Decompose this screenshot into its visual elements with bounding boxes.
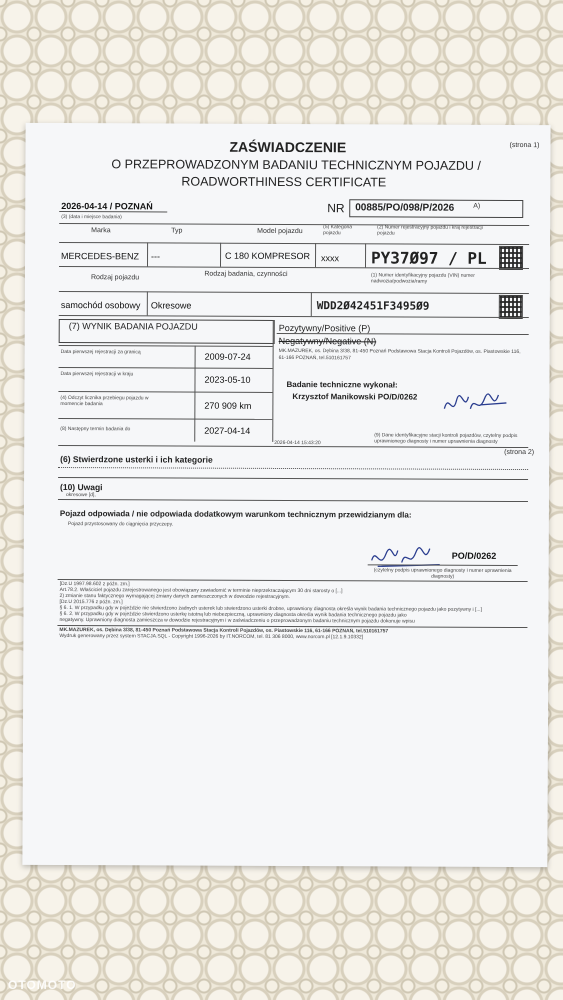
registration-number: PY37Ø97 / PL [370,248,487,268]
doc-subtitle-1: O PRZEPROWADZONYM BADANIU TECHNICZNYM POJAZDU / [111,157,481,173]
test-kind-label: Rodzaj badania, czynności [204,270,288,279]
diagnostician-code: PO/D/0262 [451,550,497,561]
qr-code-icon [499,246,523,270]
remarks-value: okresowe [d], [65,492,96,499]
first-reg-pl: 2023-05-10 [204,374,251,385]
next-test-date: 2027-04-14 [204,425,251,436]
certificate-paper [22,123,550,867]
diag-sig-label: (czytelny podpis uprawnionego diagnosty i numer uprawnienia diagnosty) [373,567,512,580]
nr-suffix: A) [473,202,481,210]
page-number-2: (strona 2) [504,448,535,457]
first-reg-abroad-label: Data pierwszej rejestracji za granicą [60,349,141,356]
col-category: (5) Kategoria pojazdu [323,224,353,237]
result-positive: Pozytywny/Positive (P) [278,322,371,334]
vehicle-model: C 180 KOMPRESOR [225,250,311,262]
remarks-label: (10) Uwagi [60,482,103,493]
vin-label: (1) Numer identyfikacyjny pojazdu (VIN) numer nadwozia/podwozia/ramy [370,272,475,285]
footer-station: MK.MAZUREK, os. Dębina 3/38, 81-450 Poznań Podstawowa Stacja Kontroli Pojazdów, os. Piastowskie 116, 61-166 POZNAŃ, tel.510161757 [59,627,389,635]
footnote-4: [Dz.U 2015.776 z późn. zm.] [59,599,123,606]
odometer-reading: 270 909 km [204,400,252,411]
footer-system: Wydruk generowany przez system STACJA.SQL - Copyright 1996-2026 by IT.NORCOM, tel. 81 306 8000, www.norcom.pl [12.1.9.10332] [59,633,364,641]
vehicle-kind: samochód osobowy [60,300,141,311]
vehicle-type: --- [151,251,161,262]
col-model: Model pojazdu [257,227,303,236]
vehicle-brand: MERCEDES-BENZ [61,251,140,262]
certificate-number: 00885/PO/098/P/2026 [355,202,455,214]
fitness-subtext: Pojazd przystosowany do ciągnięcia przyczepy. [67,521,174,528]
station-info: MK.MAZUREK, os. Dębina 3/38, 81-450 Poznań Podstawowa Stacja Kontroli Pojazdów, os. Piastowskie 116, 61-166 POZNAŃ, tel.510161757 [278,347,521,362]
date-place-label: (3) (data i miejsce badania) [61,214,122,221]
footnote-7: negatywny. Uprawniony diagnosta zamieszcza w dowodzie rejestracyjnym i w zaświadczeniu o przeprowadzonym badaniu technicznym pojazdu dokonuje wpisu [59,617,415,625]
vin-number: WDD2Ø42451F3495Ø9 [316,299,430,313]
col-reg: (2) Numer rejestracyjny pojazdu i kraj rejestracji pojazdu [377,224,483,237]
footnote-6: § 6. 2. W przypadku gdy w pojeździe stwierdzono usterkę istotną lub niebezpieczną, uprawniony diagnosta określa wynik badania technicznego pojazdu jako [59,611,407,619]
result-negative: Negatywny/Negative (N) [278,335,377,347]
first-reg-abroad: 2009-07-24 [204,351,251,362]
kind-label: Rodzaj pojazdu [90,274,140,282]
fitness-text: Pojazd odpowiada / nie odpowiada dodatkowym warunkom technicznym przewidzianym dla: [59,509,412,520]
nr-label: NR [327,201,345,216]
footnote-2: Art.78.2. Właściciel pojazdu zarejestrowanego jest obowiązany zawiadomić w terminie nieprzekraczającym 30 dni starosty o [...] [59,587,343,595]
result-label: (7) WYNIK BADANIA POJAZDU [68,321,198,332]
defects-label: (6) Stwierdzone usterki i ich kategorie [60,454,213,465]
doc-subtitle-2: ROADWORTHINESS CERTIFICATE [181,174,387,190]
next-test-label: (8) Następny termin badania do [60,426,131,433]
inspector-label: Badanie techniczne wykonał: [286,379,398,390]
col-type: Typ [171,227,183,235]
footnote-1: [Dz.U 1997.98.602 z późn. zm.] [59,581,130,588]
doc-title: ZAŚWIADCZENIE [229,138,347,156]
test-kind: Okresowe [150,300,192,311]
qr-code-icon [499,295,523,319]
vehicle-category: xxxx [321,253,340,264]
inspector-name: Krzysztof Manikowski PO/D/0262 [292,392,418,402]
page-number: (strona 1) [509,141,540,150]
first-reg-pl-label: Data pierwszej rejestracji w kraju [60,371,134,378]
watermark-logo: OTOMOTO [8,978,77,992]
signature-icon [440,387,510,421]
col-brand: Marka [91,227,111,235]
footnote-3: 2) zmianie stanu faktycznego wymagającej zmiany danych zamieszczonych w dowodzie rejestracyjnym. [59,593,290,601]
station-id-label: (9) Dane identyfikacyjne stacji kontroli pojazdów, czytelny podpis uprawnionego diagnosty i numer uprawnienia diagnosty [374,432,518,445]
date-place: 2026-04-14 / POZNAŃ [61,201,153,212]
footnote-5: § 6. 1. W przypadku gdy w pojeździe nie stwierdzono żadnych usterek lub stwierdzono usterki drobne, uprawniony diagnosta określa wynik badania technicznego pojazdu jako pozytywny i [...] [59,605,482,613]
odometer-label: (4) Odczyt licznika przebiegu pojazdu w momencie badania [60,395,149,408]
timestamp: 2026-04-14 15:43:20 [274,439,321,447]
